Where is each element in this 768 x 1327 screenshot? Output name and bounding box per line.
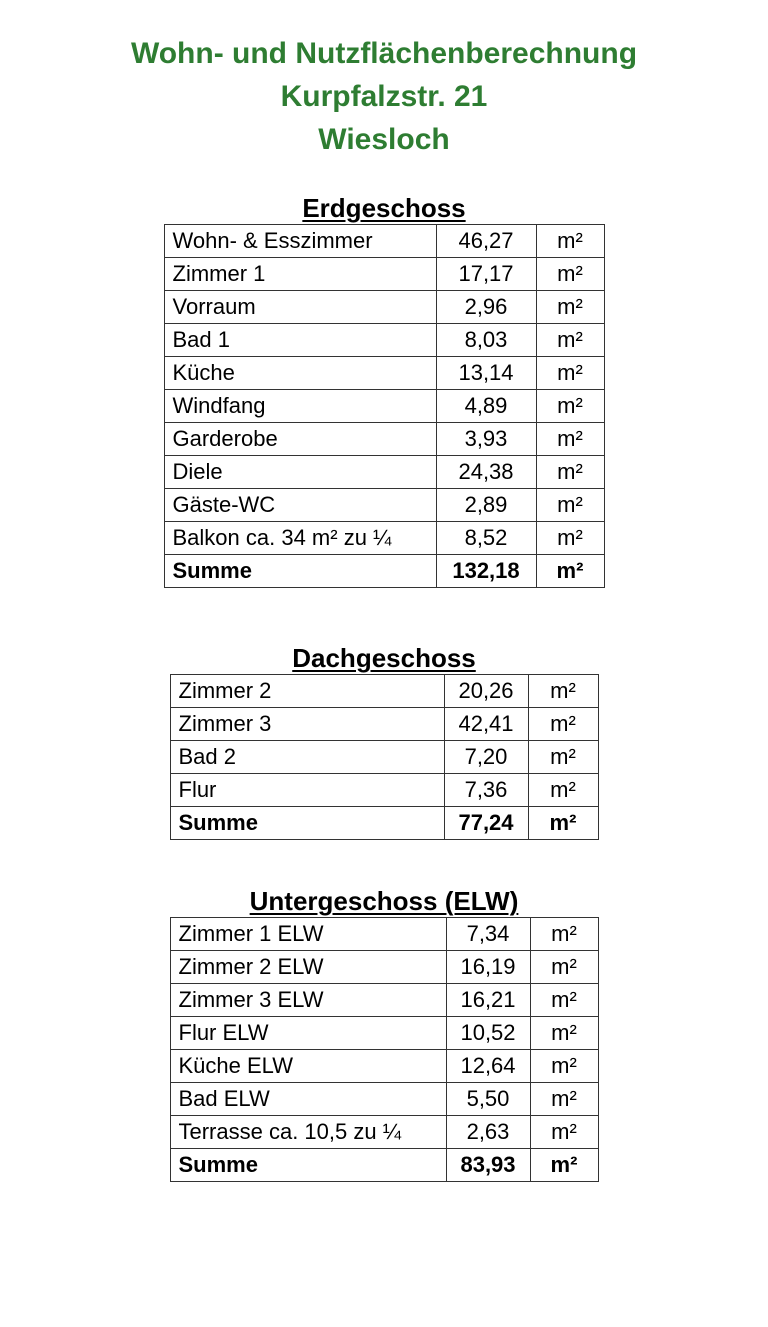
table-row: [164, 390, 604, 423]
table-row: [164, 291, 604, 324]
room-name-cell: Küche: [164, 357, 436, 390]
table-row: [164, 456, 604, 489]
unit-cell: m²: [536, 324, 604, 357]
unit-cell: m²: [536, 291, 604, 324]
room-name-cell: Zimmer 1 ELW: [170, 918, 446, 951]
table-row: [170, 1050, 598, 1083]
table-row: [170, 918, 598, 951]
room-name-cell: Diele: [164, 456, 436, 489]
table-row: [170, 1116, 598, 1149]
unit-cell: m²: [536, 357, 604, 390]
section-untergeschoss: [0, 886, 768, 1182]
table-row: [170, 675, 598, 708]
area-value-cell: 2,96: [436, 291, 536, 324]
table-row: [164, 258, 604, 291]
room-name-cell: Garderobe: [164, 423, 436, 456]
unit-cell: m²: [536, 489, 604, 522]
table-row: [164, 522, 604, 555]
unit-cell: m²: [536, 225, 604, 258]
area-table: [170, 917, 599, 1182]
area-value-cell: 16,19: [446, 951, 530, 984]
area-value-cell: 5,50: [446, 1083, 530, 1116]
area-value-cell: 3,93: [436, 423, 536, 456]
room-name-cell: Terrasse ca. 10,5 zu ¼: [170, 1116, 446, 1149]
table-row: [170, 951, 598, 984]
room-name-cell: Zimmer 1: [164, 258, 436, 291]
room-name-cell: Gäste-WC: [164, 489, 436, 522]
unit-cell: m²: [536, 456, 604, 489]
section-erdgeschoss: [0, 193, 768, 588]
room-name-cell: Flur ELW: [170, 1017, 446, 1050]
unit-cell: m²: [536, 258, 604, 291]
sum-row: [170, 1149, 598, 1182]
area-value-cell: 4,89: [436, 390, 536, 423]
area-value-cell: 20,26: [444, 675, 528, 708]
area-value-cell: 8,03: [436, 324, 536, 357]
section-heading: Dachgeschoss: [292, 643, 476, 673]
title-address: Kurpfalzstr. 21: [280, 80, 488, 113]
area-value-cell: 2,63: [446, 1116, 530, 1149]
room-name-cell: Zimmer 2 ELW: [170, 951, 446, 984]
area-value-cell: 46,27: [436, 225, 536, 258]
table-row: [164, 423, 604, 456]
unit-cell: m²: [530, 1017, 598, 1050]
sum-label-cell: Summe: [164, 555, 436, 588]
sum-value-cell: 132,18: [436, 555, 536, 588]
room-name-cell: Bad 1: [164, 324, 436, 357]
room-name-cell: Zimmer 2: [170, 675, 444, 708]
unit-cell: m²: [530, 951, 598, 984]
document-title: [0, 32, 768, 161]
title-heading: Wohn- und Nutzflächenberechnung: [130, 37, 638, 70]
sum-unit-cell: m²: [528, 807, 598, 840]
unit-cell: m²: [530, 1116, 598, 1149]
area-value-cell: 16,21: [446, 984, 530, 1017]
area-value-cell: 42,41: [444, 708, 528, 741]
area-value-cell: 12,64: [446, 1050, 530, 1083]
table-row: [170, 774, 598, 807]
area-value-cell: 10,52: [446, 1017, 530, 1050]
unit-cell: m²: [528, 741, 598, 774]
sum-value-cell: 83,93: [446, 1149, 530, 1182]
room-name-cell: Vorraum: [164, 291, 436, 324]
room-name-cell: Wohn- & Esszimmer: [164, 225, 436, 258]
area-value-cell: 17,17: [436, 258, 536, 291]
unit-cell: m²: [530, 918, 598, 951]
table-row: [170, 1083, 598, 1116]
area-table: [164, 224, 605, 588]
sum-label-cell: Summe: [170, 807, 444, 840]
table-row: [170, 1017, 598, 1050]
unit-cell: m²: [536, 390, 604, 423]
unit-cell: m²: [528, 708, 598, 741]
area-value-cell: 13,14: [436, 357, 536, 390]
table-row: [164, 357, 604, 390]
room-name-cell: Flur: [170, 774, 444, 807]
room-name-cell: Zimmer 3 ELW: [170, 984, 446, 1017]
area-value-cell: 8,52: [436, 522, 536, 555]
sum-value-cell: 77,24: [444, 807, 528, 840]
room-name-cell: Windfang: [164, 390, 436, 423]
room-name-cell: Bad 2: [170, 741, 444, 774]
unit-cell: m²: [530, 1083, 598, 1116]
room-name-cell: Bad ELW: [170, 1083, 446, 1116]
table-row: [170, 741, 598, 774]
unit-cell: m²: [530, 984, 598, 1017]
unit-cell: m²: [536, 423, 604, 456]
table-row: [170, 984, 598, 1017]
table-row: [164, 324, 604, 357]
section-heading: Erdgeschoss: [302, 193, 466, 223]
section-heading: Untergeschoss (ELW): [249, 886, 519, 916]
area-value-cell: 7,34: [446, 918, 530, 951]
room-name-cell: Küche ELW: [170, 1050, 446, 1083]
section-dachgeschoss: [0, 643, 768, 840]
room-name-cell: Balkon ca. 34 m² zu ¼: [164, 522, 436, 555]
sum-row: [170, 807, 598, 840]
area-table: [170, 674, 599, 840]
area-value-cell: 7,20: [444, 741, 528, 774]
sum-unit-cell: m²: [530, 1149, 598, 1182]
sum-unit-cell: m²: [536, 555, 604, 588]
area-value-cell: 7,36: [444, 774, 528, 807]
unit-cell: m²: [536, 522, 604, 555]
unit-cell: m²: [528, 774, 598, 807]
room-name-cell: Zimmer 3: [170, 708, 444, 741]
sum-label-cell: Summe: [170, 1149, 446, 1182]
table-row: [164, 225, 604, 258]
unit-cell: m²: [530, 1050, 598, 1083]
title-city: Wiesloch: [318, 123, 450, 156]
area-value-cell: 24,38: [436, 456, 536, 489]
area-value-cell: 2,89: [436, 489, 536, 522]
table-row: [170, 708, 598, 741]
table-row: [164, 489, 604, 522]
unit-cell: m²: [528, 675, 598, 708]
sum-row: [164, 555, 604, 588]
